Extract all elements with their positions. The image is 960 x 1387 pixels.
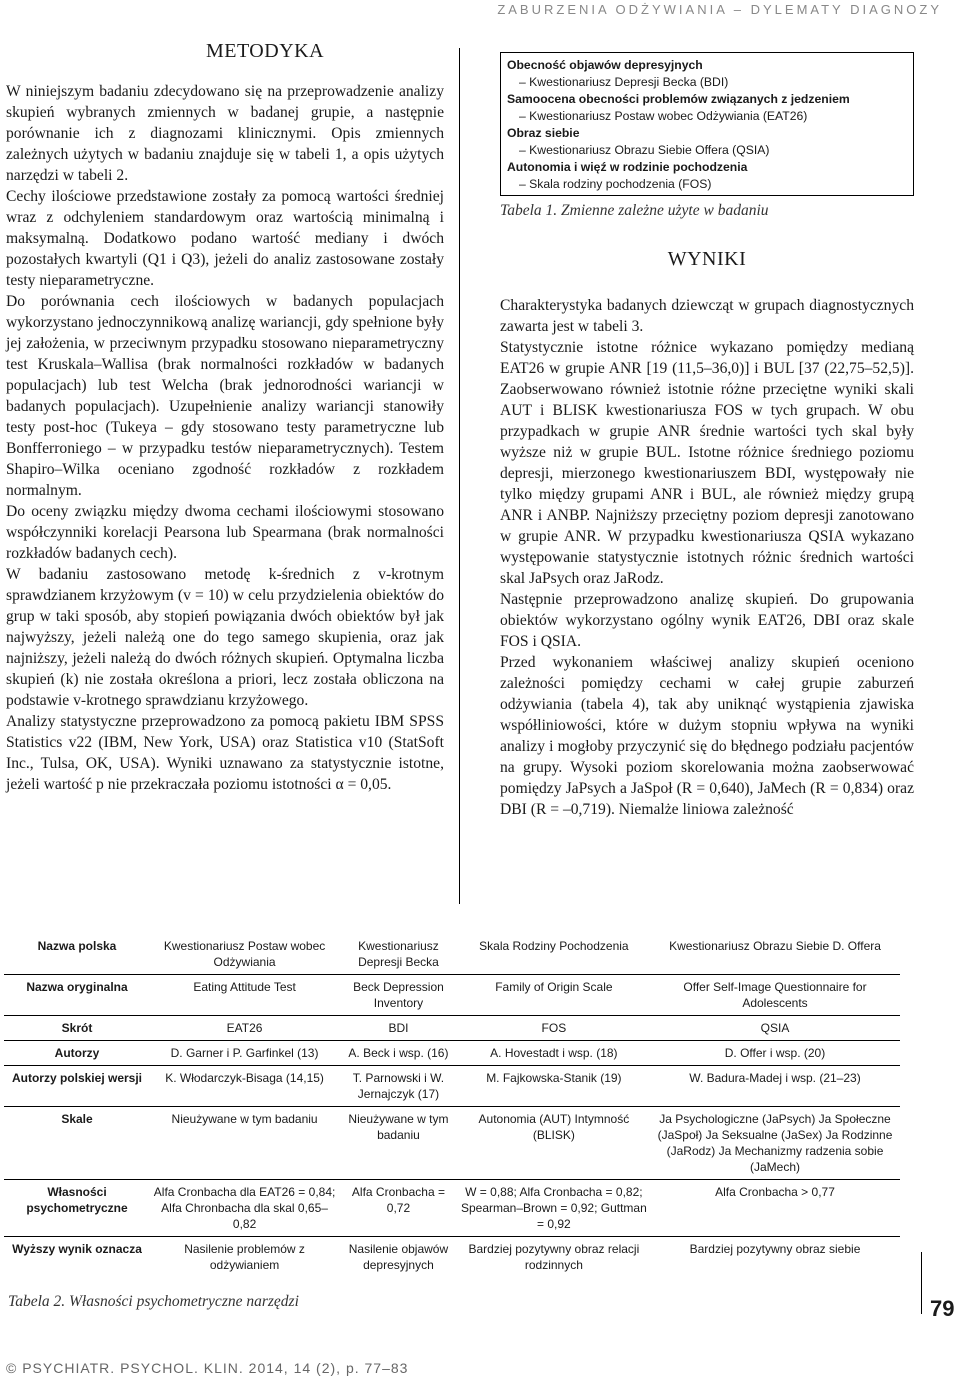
table2-row [4,1066,900,1107]
table2-cell: Nieużywane w tym badaniu [339,1107,458,1180]
table2-cell: Bardziej pozytywny obraz siebie [689,1242,861,1256]
table2-row-header: Nazwa oryginalna [4,975,150,1016]
table1-box [500,52,914,196]
table2-cell: Alfa Cronbacha = 0,72 [339,1180,458,1237]
table2-cell: Kwestionariusz Postaw wobec Odżywiania [150,934,339,975]
table2-row-header: Autorzy [4,1041,150,1066]
table2-row [4,1180,900,1237]
table2-row [4,1237,900,1278]
table2-cell: A. Hovestadt i wsp. (18) [458,1041,650,1066]
table2-cell: K. Włodarczyk-Bisaga (14,15) [150,1066,339,1107]
paragraph: Do oceny związku między dwoma cechami ilościowymi stosowano współczynniki korelacji Pearsona lub Spearmana (brak normalności rozkładów badanych cech). [6,503,444,562]
left-column [6,40,444,795]
table1-line: – Kwestionariusz Obrazu Siebie Offera (QSIA) [519,143,770,157]
table2-row-header: Autorzy polskiej wersji [4,1066,150,1107]
table2-cell: Beck Depression Inventory [339,975,458,1016]
table2-cell: Nasilenie problemów z odżywianiem [184,1242,305,1272]
table2-cell: T. Parnowski i W. Jernajczyk (17) [339,1066,458,1107]
paragraph: W badaniu zastosowano metodę k-średnich z v-krotnym sprawdzianem krzyżowym (v = 10) w celu przydzielenia obiektów do grup w taki sposób, aby stopień powiązania dwóch obiektów był jak najwyższy, jeżeli należą one do tego samego skupienia, oraz jak najniższy, jeżeli należą do dwóch różnych skupień. Optymalna liczba skupień (k) nie została określona a priori, lecz została obliczona na podstawie v-krotnego sprawdzianu krzyżowego. [6,566,444,709]
footer-citation: © PSYCHIATR. PSYCHOL. KLIN. 2014, 14 (2), p. 77–83 [6,1360,409,1376]
table2-row [4,934,900,975]
paragraph: Następnie przeprowadzono analizę skupień. Do grupowania obiektów wykorzystano ogólny wynik EAT26, DBI oraz skale FOS i QSIA. [500,591,914,650]
table1-line: Samoocena obecności problemów związanych z jedzeniem [507,92,850,106]
column-divider [459,48,460,904]
table2-row [4,975,900,1016]
table2-row-header: Skale [4,1107,150,1180]
table1-line: – Kwestionariusz Depresji Becka (BDI) [519,75,729,89]
table1-caption: Tabela 1. Zmienne zależne użyte w badaniu [500,202,769,219]
table2-cell: W = 0,88; Alfa Cronbacha = 0,82; Spearman–Brown = 0,92; Guttman = 0,92 [458,1180,650,1237]
right-column [500,52,914,820]
table1-line: Obecność objawów depresyjnych [507,58,703,72]
table2-row [4,1016,900,1041]
table2-cell: FOS [458,1016,650,1041]
section-heading-wyniki: WYNIKI [667,248,747,270]
table2-row [4,1107,900,1180]
table2-cell: Eating Attitude Test [150,975,339,1016]
table1-line: – Skala rodziny pochodzenia (FOS) [519,177,712,191]
table2-cell: Kwestionariusz Depresji Becka [339,934,458,975]
running-head: ZABURZENIA ODŻYWIANIA – DYLEMATY DIAGNOZY [497,2,942,17]
page-number-rule [921,1252,922,1314]
table2-cell: W. Badura-Madej i wsp. (21–23) [650,1066,900,1107]
table2-cell: Ja Psychologiczne (JaPsych) Ja Społeczne (JaSpoł) Ja Seksualne (JaSex) Ja Rodzinne (JaRodz) Ja Mechanizmy radzenia sobie (JaMech) [650,1107,900,1180]
table2-row-header: Skrót [4,1016,150,1041]
table2-cell: Alfa Cronbacha dla EAT26 = 0,84; Alfa Chronbacha dla skal 0,65–0,82 [150,1180,339,1237]
table2-cell: Kwestionariusz Obrazu Siebie D. Offera [650,934,900,975]
paragraph: Przed wykonaniem właściwej analizy skupień oceniono zależności pomiędzy cechami w całej grupie zaburzeń odżywiania (tabela 4), tak aby uniknąć wystąpienia zjawiska współliniowości, które w dużym stopniu wpływa na wyniki analizy i mogłoby przyczynić się do błędnego podziału pacjentów na grupy. Wysoki poziom skorelowania można zaobserwować pomiędzy JaPsych a JaSpoł (R = 0,640), JaMech (R = 0,834) oraz DBI (R = –0,719). Niemalże liniowa zależność [500,654,914,818]
table1-line: – Kwestionariusz Postaw wobec Odżywiania (EAT26) [519,109,808,123]
table2-cell: EAT26 [150,1016,339,1041]
table2-cell: M. Fajkowska-Stanik (19) [458,1066,650,1107]
table2-cell: Nasilenie objawów depresyjnych [348,1242,449,1272]
table2-row-header: Wyższy wynik oznacza [12,1242,142,1256]
table2-row [4,1041,900,1066]
table2-cell: QSIA [650,1016,900,1041]
paragraph: Analizy statystyczne przeprowadzono za pomocą pakietu IBM SPSS Statistics v22 (IBM, New York, USA) oraz Statistica v10 (StatSoft Inc., Tulsa, OK, USA). Wyniki uznawano za statystycznie istotne, jeżeli wartość p nie przekraczała poziomu istotności α = 0,05. [6,713,444,793]
table2-caption: Tabela 2. Własności psychometryczne narzędzi [8,1293,299,1310]
table2-row-header: Własności psychometryczne [4,1180,150,1237]
section-heading-metodyka: METODYKA [205,40,325,62]
table2-row-header: Nazwa polska [4,934,150,975]
table2-cell: D. Offer i wsp. (20) [650,1041,900,1066]
paragraph: Do porównania cech ilościowych w badanych populacjach wykorzystano jednoczynnikową analizę wariancji, gdy spełnione były jej założenia, w przeciwnym przypadku stosowano nieparametryczny test Kruskala–Wallisa (brak normalności rozkładów w badanych populacjach) lub test Welcha (brak jednorodności wariancji w badanych populacjach). Uzupełnienie analizy wariancji stanowiły testy post-hoc (Tukeya – gdy stosowano testy parametryczne lub Bonfferroniego – w przypadku testów nieparametrycznych). Testem Shapiro–Wilka oceniano zgodność rozkładów z rozkładem normalnym. [6,293,444,499]
paragraph: Cechy ilościowe przedstawione zostały za pomocą wartości średniej wraz z odchyleniem standardowym oraz wartością minimalną i maksymalną. Dodatkowo podano wartość mediany i dwóch pozostałych kwartyli (Q1 i Q3), jeżeli do analiz zastosowane zostały testy nieparametryczne. [6,188,444,289]
table2 [4,934,900,1277]
paragraph: Statystycznie istotne różnice wykazano pomiędzy medianą EAT26 w grupie ANR [19 (11,5–36,0)] i BUL [37 (22,75–52,5)]. Zaobserwowano również istotnie różne przeciętne wyniki skali AUT i BLISK kwestionariusza FOS w tych grupach. W obu przypadkach w grupie ANR średnie wartości tych skal były wyższe niż w grupie BUL. Istotne różnice średniego poziomu depresji, mierzonego kwestionariuszem BDI, występowały nie tylko między grupami ANR i BUL, ale również między grupą ANR i ANBP. Najniższy przeciętny poziom depresji zanotowano w grupie ANR. W przypadku kwestionariusza QSIA wykazano występowanie statystycznie istotnych różnic średnich wartości skal JaPsych oraz JaRodz. [500,339,914,587]
table2-cell: D. Garner i P. Garfinkel (13) [150,1041,339,1066]
table1-line: Autonomia i więź w rodzinie pochodzenia [507,160,748,174]
table2-cell: Offer Self-Image Questionnaire for Adolescents [650,975,900,1016]
table2-cell: Bardziej pozytywny obraz relacji rodzinnych [468,1242,640,1272]
table2-cell: BDI [339,1016,458,1041]
table1-line: Obraz siebie [507,126,580,140]
table2-cell: Skala Rodziny Pochodzenia [458,934,650,975]
paragraph: Charakterystyka badanych dziewcząt w grupach diagnostycznych zawarta jest w tabeli 3. [500,297,914,335]
table2-cell: Autonomia (AUT) Intymność (BLISK) [458,1107,650,1180]
page-number: 79 [930,1296,955,1321]
paragraph: W niniejszym badaniu zdecydowano się na przeprowadzenie analizy skupień wybranych zmiennych w badanej grupie, a następnie porównanie ich z diagnozami klinicznymi. Opis zmiennych zależnych użytych w badaniu znajduje się w tabeli 1, a opis użytych narzędzi w tabeli 2. [6,83,444,184]
table2-cell: Nieużywane w tym badaniu [150,1107,339,1180]
table2-cell: Alfa Cronbacha > 0,77 [650,1180,900,1237]
table2-cell: A. Beck i wsp. (16) [339,1041,458,1066]
table2-cell: Family of Origin Scale [458,975,650,1016]
